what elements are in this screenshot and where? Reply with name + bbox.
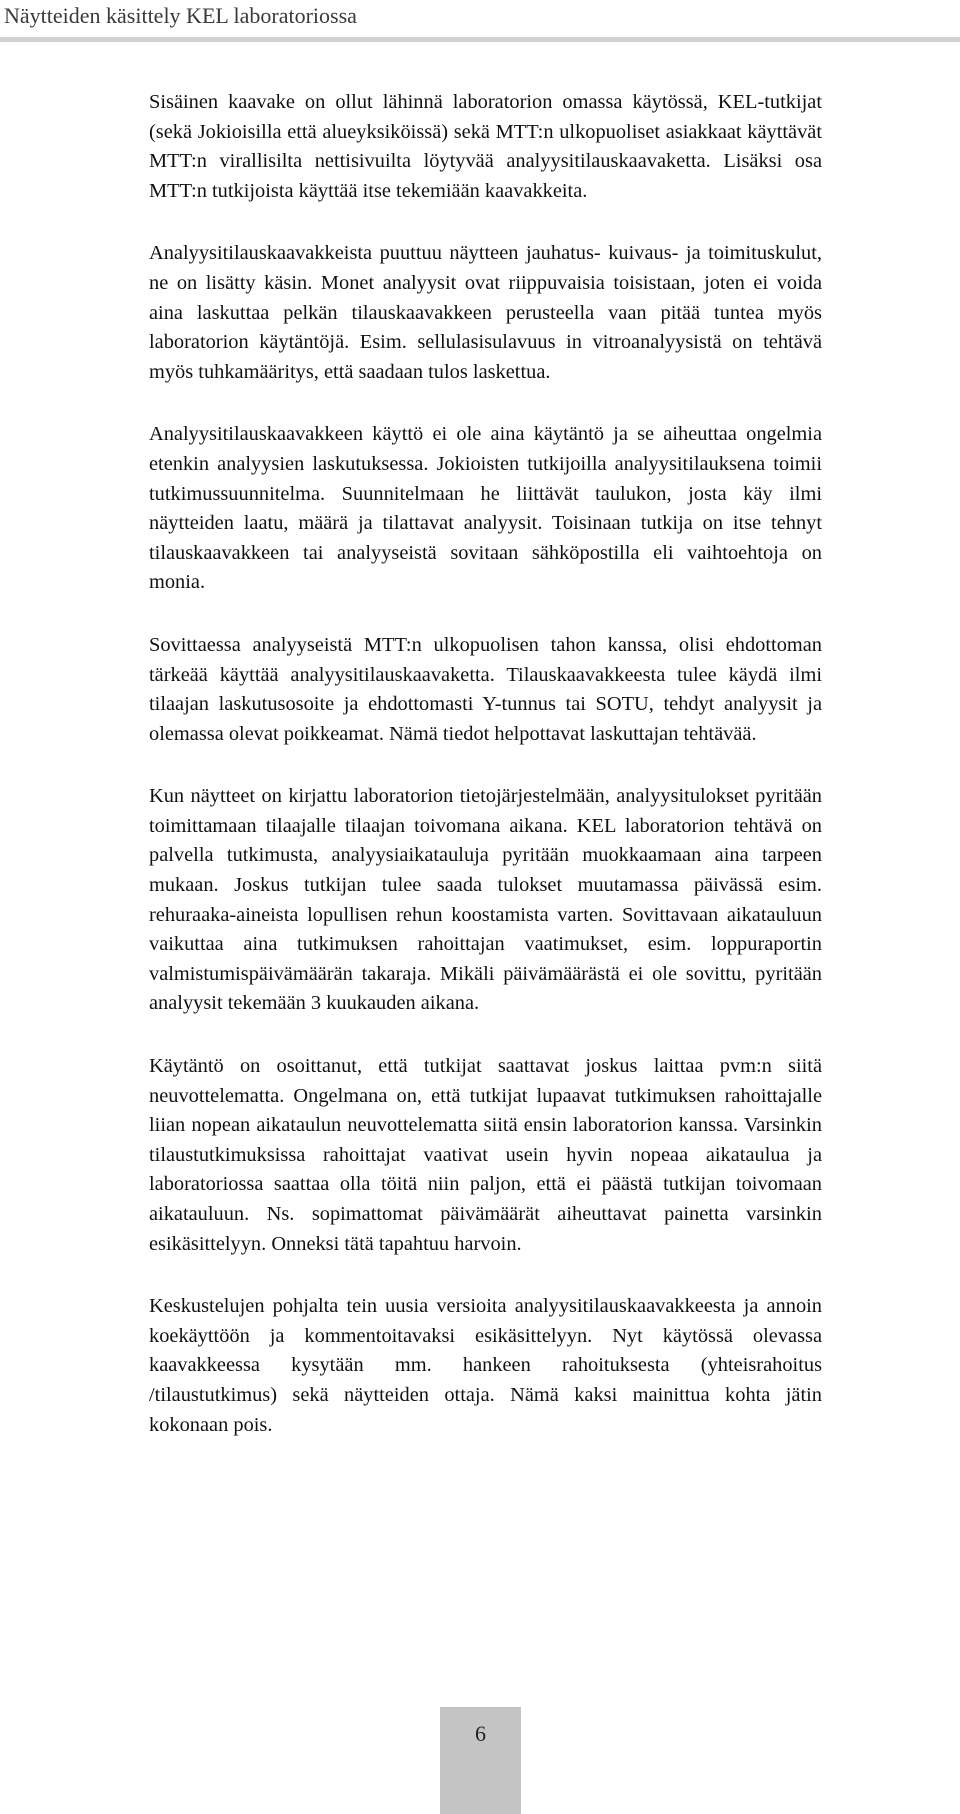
paragraph: Käytäntö on osoittanut, että tutkijat saattavat joskus laittaa pvm:n siitä neuvottelematta. Ongelmana on, että tutkijat lupaavat tutkimuksen rahoittajalle liian nopean aikataulun neuvottelematta siitä ensin laboratorion kanssa. Varsinkin tilaustutkimuksissa rahoittajat vaativat usein hyvin nopeaa aikataulua ja laboratoriossa saattaa olla töitä niin paljon, että ei päästä tutkijan toivomaan aikatauluun. Ns. sopimattomat päivämäärät aiheuttavat painetta varsinkin esikäsittelyyn. Onneksi tätä tapahtuu harvoin. <box>149 1055 822 1255</box>
paragraph: Keskustelujen pohjalta tein uusia versioita analyysitilauskaavakkeesta ja annoin koekäyttöön ja kommentoitavaksi esikäsittelyyn. Nyt käytössä olevassa kaavakkeessa kysytään mm. hankeen rahoituksesta (yhteisrahoitus /tilaustutkimus) sekä näytteiden ottaja. Nämä kaksi mainittua kohta jätin kokonaan pois. <box>149 1295 822 1436</box>
paragraph: Sisäinen kaavake on ollut lähinnä laboratorion omassa käytössä, KEL-tutkijat (sekä Jokioisilla että alueyksiköissä) sekä MTT:n ulkopuoliset asiakkaat käyttävät MTT:n virallisilta nettisivuilta löytyvää analyysitilauskaavaketta. Lisäksi osa MTT:n tutkijoista käyttää itse tekemiään kaavakkeita. <box>149 91 822 202</box>
document-body <box>149 88 822 1473</box>
paragraph: Analyysitilauskaavakkeen käyttö ei ole aina käytäntö ja se aiheuttaa ongelmia etenkin analyysien laskutuksessa. Jokioisten tutkijoilla analyysitilauksena toimii tutkimussuunnitelma. Suunnitelmaan he liittävät taulukon, josta käy ilmi näytteiden laatu, määrä ja tilattavat analyysit. Toisinaan tutkija on itse tehnyt tilauskaavakkeen tai analyyseistä sovitaan sähköpostilla eli vaihtoehtoja on monia. <box>149 423 822 594</box>
paragraph: Analyysitilauskaavakkeista puuttuu näytteen jauhatus- kuivaus- ja toimituskulut, ne on lisätty käsin. Monet analyysit ovat riippuvaisia toisistaan, joten ei voida aina laskuttaa pelkän tilauskaavakkeen perusteella vaan pitää tuntea myös laboratorion käytäntöjä. Esim. sellulasisulavuus in vitroanalyysistä on tehtävä myös tuhkamääritys, että saadaan tulos laskettua. <box>149 242 822 383</box>
page-number: 6 <box>475 1721 486 1746</box>
page-header <box>0 0 960 42</box>
page-number-box <box>440 1707 521 1814</box>
paragraph: Kun näytteet on kirjattu laboratorion tietojärjestelmään, analyysitulokset pyritään toimittamaan tilaajalle tilaajan toivomana aikana. KEL laboratorion tehtävä on palvella tutkimusta, analyysiaikatauluja pyritään muokkaamaan aina tarpeen mukaan. Joskus tutkijan tulee saada tulokset muutamassa päivässä esim. rehuraaka-aineista lopullisen rehun koostamista varten. Sovittavaan aikatauluun vaikuttaa aina tutkimuksen rahoittajan vaatimukset, esim. loppuraportin valmistumispäivämäärän takaraja. Mikäli päivämäärästä ei ole sovittu, pyritään analyysit tekemään 3 kuukauden aikana. <box>149 785 822 1015</box>
running-header-title: Näytteiden käsittely KEL laboratoriossa <box>4 3 357 28</box>
paragraph: Sovittaessa analyyseistä MTT:n ulkopuolisen tahon kanssa, olisi ehdottoman tärkeää käyttää analyysitilauskaavaketta. Tilauskaavakkeesta tulee käydä ilmi tilaajan laskutusosoite ja ehdottomasti Y-tunnus tai SOTU, tehdyt analyysit ja olemassa olevat poikkeamat. Nämä tiedot helpottavat laskuttajan tehtävää. <box>149 633 822 745</box>
